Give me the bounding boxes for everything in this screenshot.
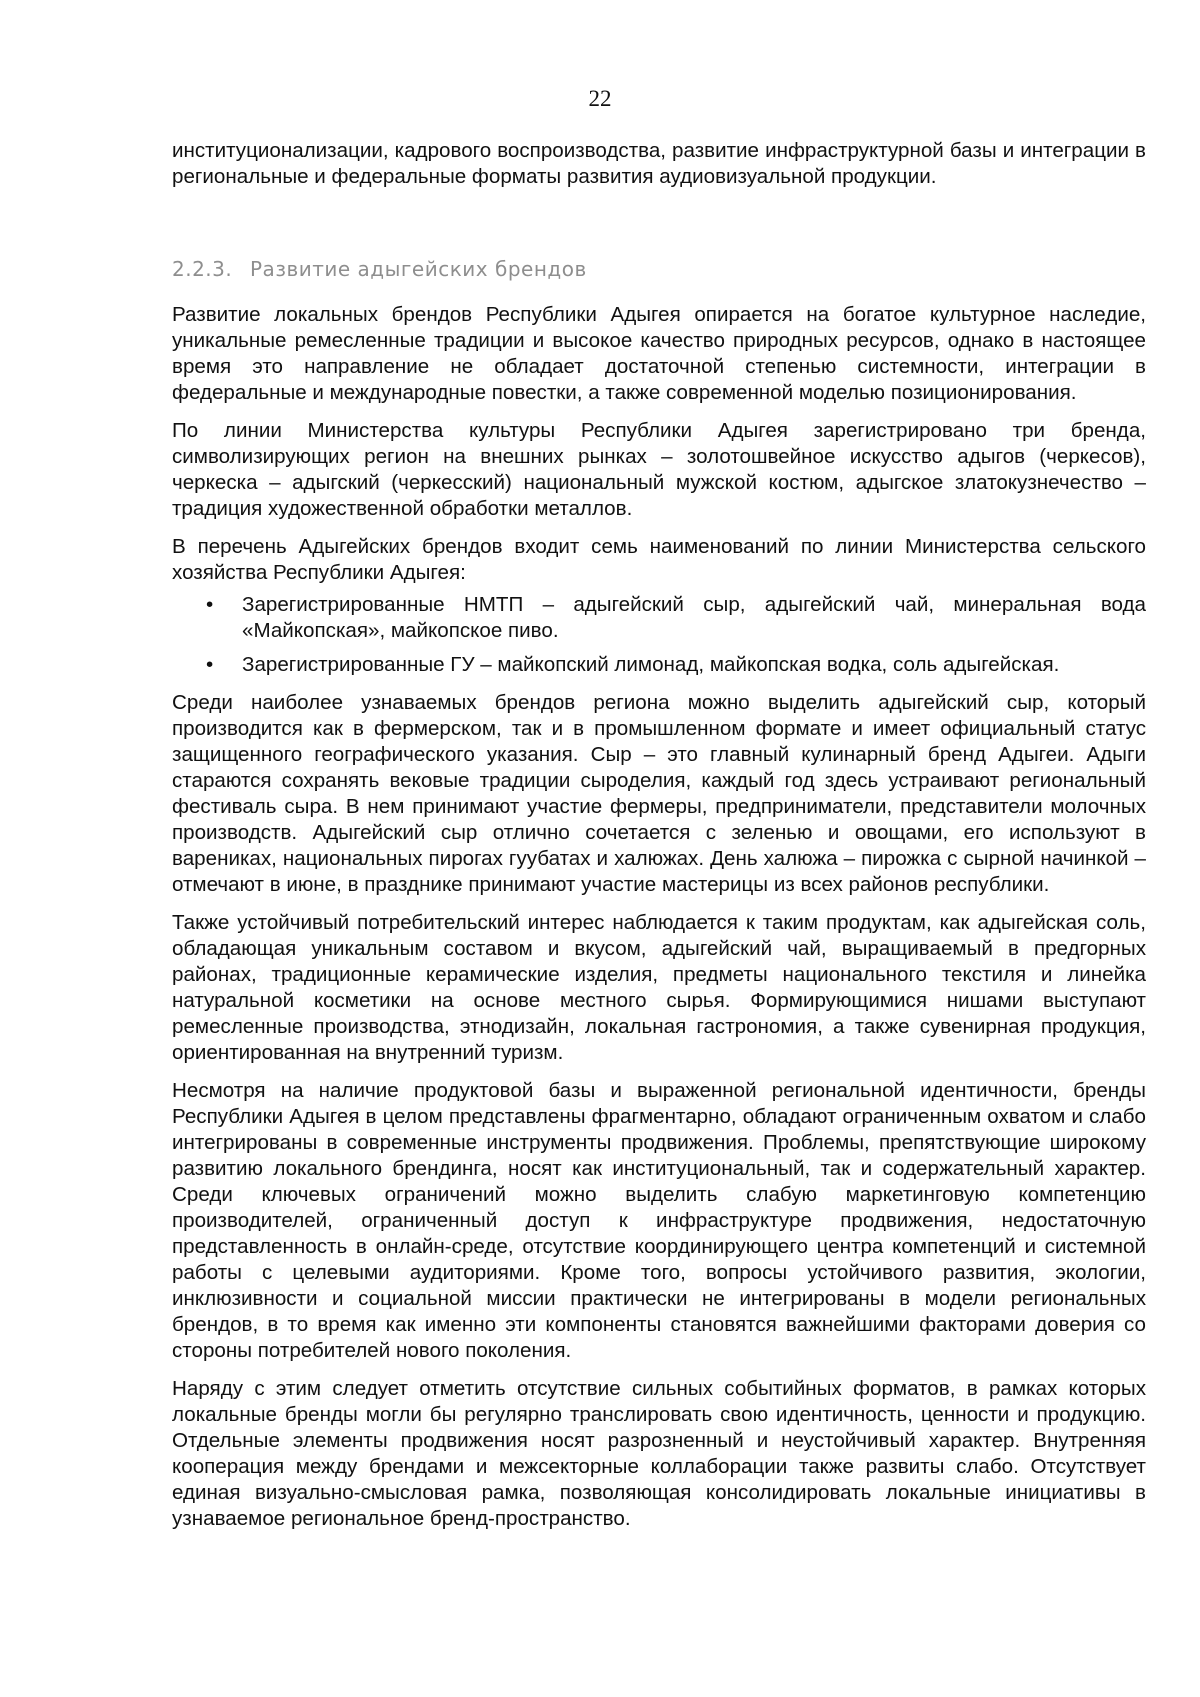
list-item xyxy=(172,652,1146,678)
page-content xyxy=(172,138,1146,1544)
section-heading xyxy=(172,256,1146,282)
page-number: 22 xyxy=(588,86,612,111)
lead-paragraph: институционализации, кадрового воспроизводства, развитие инфраструктурной базы и интеграции в региональные и федеральные форматы развития аудиовизуальной продукции. xyxy=(172,139,1146,188)
paragraph: Среди наиболее узнаваемых брендов региона можно выделить адыгейский сыр, который производится как в фермерском, так и в промышленном формате и имеет официальный статус защищенного географического указания. Сыр – это главный кулинарный бренд Адыгеи. Адыги стараются сохранять вековые традиции сыроделия, каждый год здесь устраивают региональный фестиваль сыра. В нем принимают участие фермеры, предприниматели, представители молочных производств. Адыгейский сыр отлично сочетается с зеленью и овощами, его используют в варениках, национальных пирогах гуубатах и халюжах. День халюжа – пирожка с сырной начинкой – отмечают в июне, в празднике принимают участие мастерицы из всех районов республики. xyxy=(172,691,1146,896)
paragraph: В перечень Адыгейских брендов входит семь наименований по линии Министерства сельского хозяйства Республики Адыгея: xyxy=(172,535,1146,584)
paragraph: Развитие локальных брендов Республики Адыгея опирается на богатое культурное наследие, уникальные ремесленные традиции и высокое качество природных ресурсов, однако в настоящее время это направление не обладает достаточной степенью системности, интеграции в федеральные и международные повестки, а также современной моделью позиционирования. xyxy=(172,303,1146,404)
paragraph: По линии Министерства культуры Республики Адыгея зарегистрировано три бренда, символизирующих регион на внешних рынках – золотошвейное искусство адыгов (черкесов), черкеска – адыгский (черкесский) национальный мужской костюм, адыгское златокузнечество – традиция художественной обработки металлов. xyxy=(172,419,1146,520)
section-title: Развитие адыгейских брендов xyxy=(250,257,587,281)
list-item-text: Зарегистрированные НМТП – адыгейский сыр, адыгейский чай, минеральная вода «Майкопская», майкопское пиво. xyxy=(242,593,1146,642)
list-item-text: Зарегистрированные ГУ – майкопский лимонад, майкопская водка, соль адыгейская. xyxy=(242,653,1060,676)
bullet-icon: • xyxy=(206,593,214,616)
bullet-icon: • xyxy=(206,653,214,676)
brand-list xyxy=(172,592,1146,678)
paragraph: Наряду с этим следует отметить отсутствие сильных событийных форматов, в рамках которых локальные бренды могли бы регулярно транслировать свою идентичность, ценности и продукцию. Отдельные элементы продвижения носят разрозненный и неустойчивый характер. Внутренняя кооперация между брендами и межсекторные коллаборации также развиты слабо. Отсутствует единая визуально-смысловая рамка, позволяющая консолидировать локальные инициативы в узнаваемое региональное бренд-пространство. xyxy=(172,1377,1146,1530)
section-number: 2.2.3. xyxy=(172,257,233,281)
list-item xyxy=(172,592,1146,644)
paragraph: Несмотря на наличие продуктовой базы и выраженной региональной идентичности, бренды Республики Адыгея в целом представлены фрагментарно, обладают ограниченным охватом и слабо интегрированы в современные инструменты продвижения. Проблемы, препятствующие широкому развитию локального брендинга, носят как институциональный, так и содержательный характер. Среди ключевых ограничений можно выделить слабую маркетинговую компетенцию производителей, ограниченный доступ к инфраструктуре продвижения, недостаточную представленность в онлайн-среде, отсутствие координирующего центра компетенций и системной работы с целевыми аудиториями. Кроме того, вопросы устойчивого развития, экологии, инклюзивности и социальной миссии практически не интегрированы в модели региональных брендов, в то время как именно эти компоненты становятся важнейшими факторами доверия со стороны потребителей нового поколения. xyxy=(172,1079,1146,1362)
paragraph: Также устойчивый потребительский интерес наблюдается к таким продуктам, как адыгейская соль, обладающая уникальным составом и вкусом, адыгейский чай, выращиваемый в предгорных районах, традиционные керамические изделия, предметы национального текстиля и линейка натуральной косметики на основе местного сырья. Формирующимися нишами выступают ремесленные производства, этнодизайн, локальная гастрономия, а также сувенирная продукция, ориентированная на внутренний туризм. xyxy=(172,911,1146,1064)
